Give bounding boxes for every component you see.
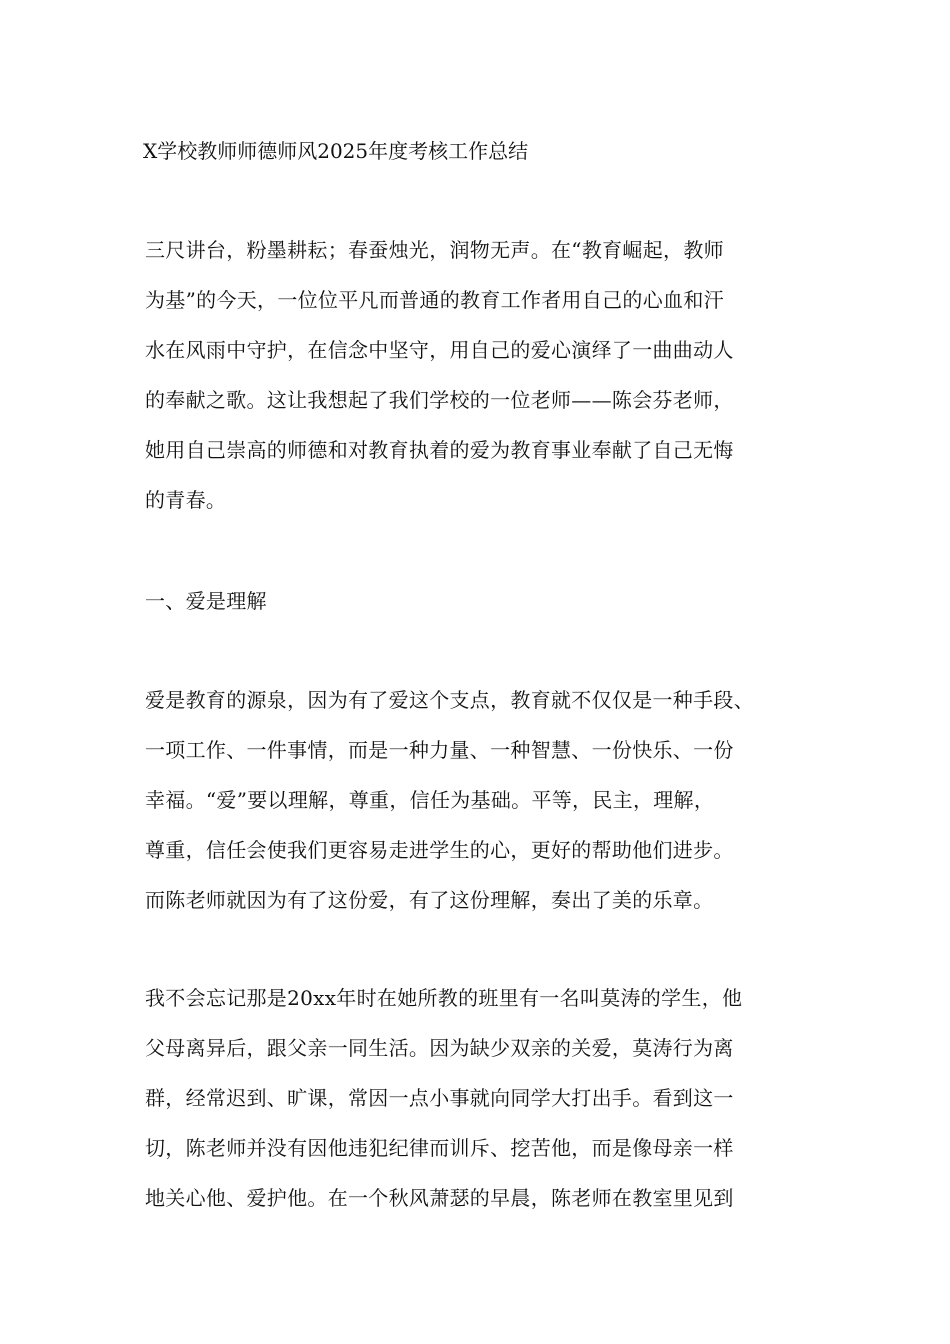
paragraph-line: 她用自己崇高的师德和对教育执着的爱为教育事业奉献了自己无悔 (145, 438, 734, 462)
paragraph-line: 的青春。 (145, 488, 227, 512)
paragraph-line: 爱是教育的源泉，因为有了爱这个支点，教育就不仅仅是一种手段、 (145, 688, 754, 712)
paragraph-line: 三尺讲台，粉墨耕耘；春蚕烛光，润物无声。在“教育崛起，教师 (145, 238, 724, 262)
paragraph-line: 而陈老师就因为有了这份爱，有了这份理解，奏出了美的乐章。 (145, 888, 714, 912)
paragraph-line: 为基”的今天，一位位平凡而普通的教育工作者用自己的心血和汗 (145, 288, 724, 312)
paragraph-line: 我不会忘记那是20xx年时在她所教的班里有一名叫莫涛的学生，他 (145, 986, 743, 1010)
paragraph-line: 群，经常迟到、旷课，常因一点小事就向同学大打出手。看到这一 (145, 1086, 734, 1110)
paragraph-line: 水在风雨中守护，在信念中坚守，用自己的爱心演绎了一曲曲动人 (145, 338, 734, 362)
paragraph-line: 父母离异后，跟父亲一同生活。因为缺少双亲的关爱，莫涛行为离 (145, 1036, 734, 1060)
paragraph-line: 的奉献之歌。这让我想起了我们学校的一位老师——陈会芬老师， (145, 388, 734, 412)
paragraph-line: 尊重，信任会使我们更容易走进学生的心，更好的帮助他们进步。 (145, 838, 734, 862)
paragraph-line: 切，陈老师并没有因他违犯纪律而训斥、挖苦他，而是像母亲一样 (145, 1136, 734, 1160)
paragraph-line: 一项工作、一件事情，而是一种力量、一种智慧、一份快乐、一份 (145, 738, 734, 762)
document-title: X学校教师师德师风2025年度考核工作总结 (143, 139, 529, 163)
paragraph-line: 地关心他、爱护他。在一个秋风萧瑟的早晨，陈老师在教室里见到 (145, 1186, 734, 1210)
section-heading: 一、爱是理解 (145, 589, 267, 613)
paragraph-line: 幸福。“爱”要以理解，尊重，信任为基础。平等，民主，理解， (145, 788, 715, 812)
